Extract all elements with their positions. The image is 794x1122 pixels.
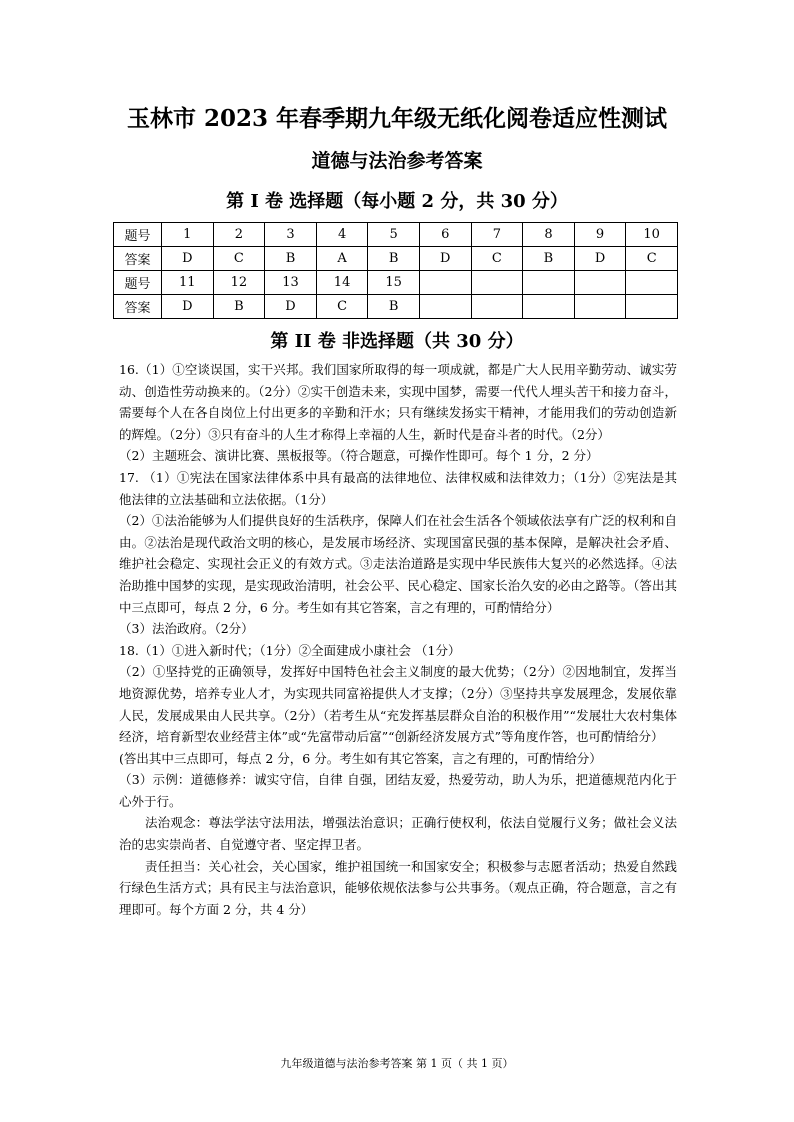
row-header: 题号 xyxy=(114,271,162,295)
table-cell: 14 xyxy=(316,271,368,295)
table-cell: D xyxy=(419,247,471,271)
table-cell xyxy=(523,271,575,295)
table-cell xyxy=(419,295,471,319)
answer-paragraph: （2）主题班会、演讲比赛、黑板报等。（符合题意，可操作性即可。每个 1 分，2 分） xyxy=(119,448,599,464)
table-cell: 1 xyxy=(162,223,214,247)
table-cell: A xyxy=(316,247,368,271)
table-row xyxy=(114,223,678,247)
table-row xyxy=(114,295,678,319)
table-cell: 2 xyxy=(213,223,265,247)
table-cell: C xyxy=(626,247,678,271)
table-cell: 9 xyxy=(574,223,626,247)
table-cell: 5 xyxy=(368,223,420,247)
answer-paragraph: 17. （1）①宪法在国家法律体系中具有最高的法律地位、法律权威和法律效力；（1分）②宪法是其他法律的立法基础和立法依据。（1分） xyxy=(119,469,677,507)
table-cell: D xyxy=(162,295,214,319)
table-cell: B xyxy=(265,247,317,271)
table-cell: 3 xyxy=(265,223,317,247)
row-header: 题号 xyxy=(114,223,162,247)
table-row xyxy=(114,247,678,271)
table-cell: D xyxy=(162,247,214,271)
table-cell: 11 xyxy=(162,271,214,295)
table-cell: 7 xyxy=(471,223,523,247)
section-heading-non-choice: 第 II 卷 非选择题（共 30 分） xyxy=(270,331,524,352)
answer-paragraph: 责任担当：关心社会，关心国家，维护祖国统一和国家安全；积极参与志愿者活动；热爱自然践行绿色生活方式；具有民主与法治意识，能够依规依法参与公共事务。（观点正确，符合题意，言之有理即可。每个方面 2 分，共 4 分） xyxy=(119,858,677,917)
table-cell: D xyxy=(574,247,626,271)
document-title: 玉林市 2023 年春季期九年级无纸化阅卷适应性测试 xyxy=(126,105,668,132)
table-cell: D xyxy=(265,295,317,319)
answer-table xyxy=(113,222,678,319)
scoring-note: (答出其中三点即可，每点 2 分，6 分。考生如有其它答案，言之有理的，可酌情给分） xyxy=(119,750,602,766)
table-cell xyxy=(626,295,678,319)
table-cell xyxy=(471,295,523,319)
answer-paragraph: （3）法治政府。（2分） xyxy=(119,621,254,637)
answer-paragraph: 16.（1）①空谈误国，实干兴邦。我们国家所取得的每一项成就，都是广大人民用辛勤劳动、诚实劳动、创造性劳动换来的。（2分）②实干创造未来，实现中国梦，需要一代代人埋头苦干和接力奋斗，需要每个人在各自岗位上付出更多的辛勤和汗水；只有继续发扬实干精神，才能用我们的劳动创造新的辉煌。（2分）③只有奋斗的人生才称得上幸福的人生，新时代是奋斗者的时代。（2分） xyxy=(119,362,677,442)
answer-paragraph: （3）示例：道德修养：诚实守信，自律 自强，团结友爱，热爱劳动，助人为乐，把道德规范内化于心外于行。 xyxy=(119,772,677,809)
table-cell: B xyxy=(523,247,575,271)
table-cell: B xyxy=(213,295,265,319)
table-row xyxy=(114,271,678,295)
table-cell: 13 xyxy=(265,271,317,295)
answer-paragraph: （2）①坚持党的正确领导，发挥好中国特色社会主义制度的最大优势；（2分）②因地制宜，发挥当地资源优势，培养专业人才，为实现共同富裕提供人才支撑；（2分）③坚持共享发展理念，发展依靠人民，发展成果由人民共享。（2分）（若考生从“充发挥基层群众自治的积极作用”“发展壮大农村集体经济，培育新型农业经营主体”或“先富带动后富”“创新经济发展方式”等角度作答，也可酌情给分） xyxy=(119,664,677,745)
table-cell: B xyxy=(368,247,420,271)
answer-paragraph: 18.（1）①进入新时代；（1分）②全面建成小康社会 （1分） xyxy=(119,642,461,658)
table-cell: C xyxy=(316,295,368,319)
table-cell: 6 xyxy=(419,223,471,247)
row-header: 答案 xyxy=(114,247,162,271)
section-heading-multiple-choice: 第 I 卷 选择题（每小题 2 分，共 30 分） xyxy=(226,191,568,212)
table-cell: C xyxy=(213,247,265,271)
table-cell: 8 xyxy=(523,223,575,247)
answer-body xyxy=(119,359,677,920)
table-cell: B xyxy=(368,295,420,319)
table-cell xyxy=(574,271,626,295)
answer-paragraph: （2）①法治能够为人们提供良好的生活秩序，保障人们在社会生活各个领域依法享有广泛的权利和自由。②法治是现代政治文明的核心，是发展市场经济、实现国富民强的基本保障，是解决社会矛盾、维护社会稳定、实现社会正义的有效方式。③走法治道路是实现中华民族伟大复兴的必然选择。④法治助推中国梦的实现，是实现政治清明，社会公平、民心稳定、国家长治久安的必由之路等。（答出其中三点即可，每点 2 分，6 分。考生如有其它答案，言之有理的，可酌情给分） xyxy=(119,513,677,615)
document-subtitle: 道德与法治参考答案 xyxy=(311,150,483,172)
table-cell: C xyxy=(471,247,523,271)
table-cell xyxy=(626,271,678,295)
table-cell xyxy=(574,295,626,319)
answer-paragraph: 法治观念：尊法学法守法用法，增强法治意识；正确行使权利，依法自觉履行义务；做社会义法治的忠实崇尚者、自觉遵守者、坚定捍卫者。 xyxy=(119,815,677,853)
table-cell xyxy=(419,271,471,295)
table-cell: 15 xyxy=(368,271,420,295)
table-cell xyxy=(523,295,575,319)
page-footer: 九年级道德与法治参考答案 第 1 页（ 共 1 页） xyxy=(280,1057,514,1070)
table-cell xyxy=(471,271,523,295)
table-cell: 10 xyxy=(626,223,678,247)
row-header: 答案 xyxy=(114,295,162,319)
table-cell: 4 xyxy=(316,223,368,247)
table-cell: 12 xyxy=(213,271,265,295)
